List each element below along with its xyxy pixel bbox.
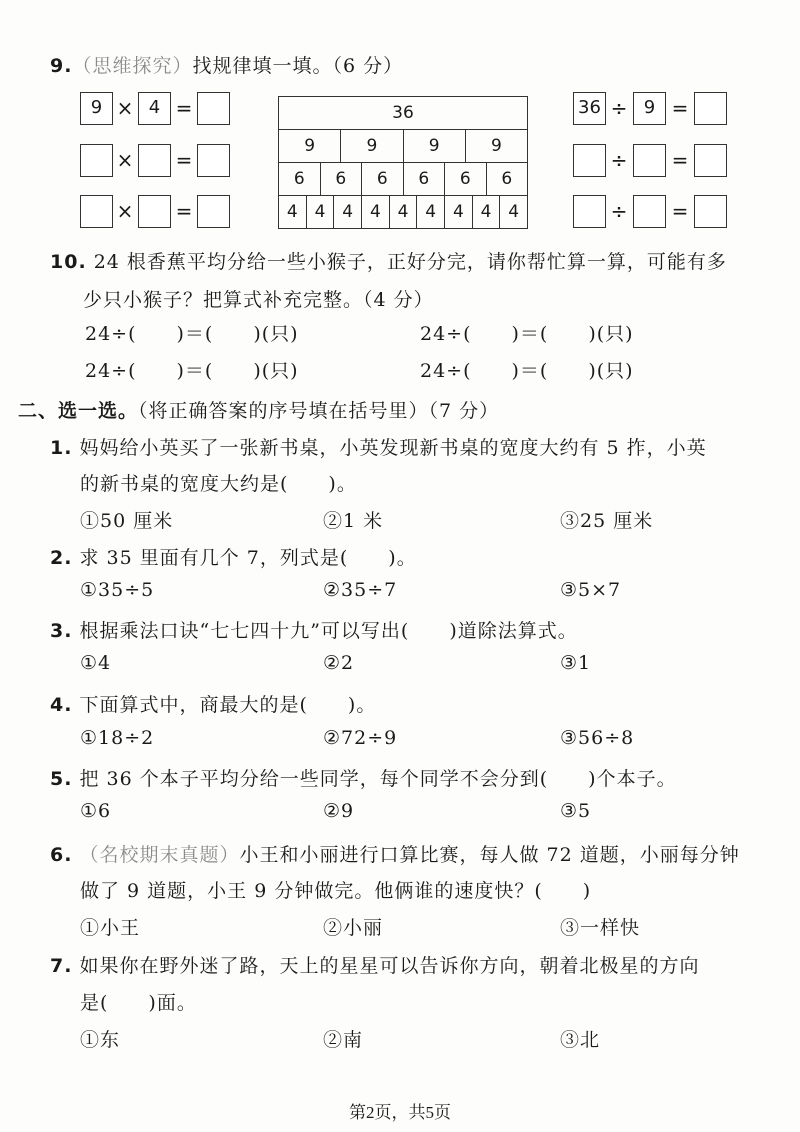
- table-row: [279, 162, 527, 195]
- divide-sign: ÷: [610, 96, 628, 120]
- option[interactable]: ③一样快: [560, 917, 641, 939]
- table-cell: 6: [444, 163, 486, 195]
- question-number: 4.: [50, 694, 73, 716]
- table-cell: 4: [389, 196, 417, 228]
- section-2-header: [18, 396, 499, 423]
- filled-box: 36: [573, 92, 606, 125]
- equals-sign: =: [671, 96, 689, 120]
- formula-blank[interactable]: 24÷( )＝( )(只): [420, 323, 634, 345]
- option[interactable]: ②35÷7: [323, 579, 398, 601]
- option[interactable]: ③5: [560, 800, 592, 822]
- option[interactable]: ②2: [323, 652, 355, 674]
- table-cell: 9: [465, 130, 527, 162]
- times-sign: ×: [116, 148, 134, 172]
- section-hint: （将正确答案的序号填在括号里）（7 分）: [138, 400, 500, 422]
- question-number: 1.: [50, 437, 73, 459]
- division-pattern-table: [278, 96, 528, 229]
- question-tag: （名校期末真题）: [79, 844, 240, 866]
- question-10-line2: 少只小猴子？把算式补充完整。（4 分）: [83, 289, 434, 311]
- question-text: 24 根香蕉平均分给一些小猴子，正好分完，请你帮忙算一算，可能有多: [93, 251, 727, 273]
- divide-sign: ÷: [610, 148, 628, 172]
- option[interactable]: ③56÷8: [560, 727, 635, 749]
- divide-sign: ÷: [610, 199, 628, 223]
- option[interactable]: ③北: [560, 1029, 601, 1051]
- formula-blank[interactable]: 24÷( )＝( )(只): [85, 323, 299, 345]
- answer-box[interactable]: [694, 195, 727, 228]
- option[interactable]: ②9: [323, 800, 355, 822]
- question-number: 9.: [50, 55, 73, 77]
- question-text: 下面算式中，商最大的是( )。: [79, 694, 377, 716]
- question-item: [50, 543, 417, 570]
- table-cell: 36: [392, 103, 414, 123]
- option[interactable]: ②小丽: [323, 917, 384, 939]
- option[interactable]: ①6: [80, 800, 112, 822]
- option[interactable]: ③25 厘米: [560, 510, 654, 532]
- question-number: 6.: [50, 844, 73, 866]
- answer-box[interactable]: [197, 195, 230, 228]
- table-cell: 9: [403, 130, 465, 162]
- answer-box[interactable]: [573, 144, 606, 177]
- table-cell: 4: [444, 196, 472, 228]
- question-item: [50, 690, 376, 717]
- answer-box[interactable]: [694, 144, 727, 177]
- option[interactable]: ①东: [80, 1029, 121, 1051]
- answer-box[interactable]: [138, 144, 171, 177]
- question-text: 是( )面。: [80, 992, 197, 1014]
- question-number: 7.: [50, 955, 73, 977]
- section-title: 二、选一选。: [18, 400, 139, 422]
- table-cell: 4: [361, 196, 389, 228]
- answer-box[interactable]: [138, 195, 171, 228]
- answer-box[interactable]: [80, 195, 113, 228]
- question-tag: （思维探究）: [72, 55, 193, 77]
- option[interactable]: ③5×7: [560, 579, 622, 601]
- option[interactable]: ①4: [80, 652, 112, 674]
- question-text: 求 35 里面有几个 7，列式是( )。: [79, 547, 417, 569]
- times-sign: ×: [116, 96, 134, 120]
- option[interactable]: ①50 厘米: [80, 510, 174, 532]
- equals-sign: =: [671, 199, 689, 223]
- equals-sign: =: [671, 148, 689, 172]
- table-row: [279, 129, 527, 162]
- question-text: 做了 9 道题，小王 9 分钟做完。他俩谁的速度快？( ): [80, 880, 592, 902]
- question-text: 的新书桌的宽度大约是( )。: [80, 473, 357, 495]
- filled-box: 4: [138, 92, 171, 125]
- times-sign: ×: [116, 199, 134, 223]
- question-text: 根据乘法口诀“七七四十九”可以写出( )道除法算式。: [79, 620, 578, 642]
- table-cell: 6: [293, 169, 305, 189]
- table-cell: 6: [403, 163, 445, 195]
- formula-blank[interactable]: 24÷( )＝( )(只): [420, 360, 634, 382]
- question-number: 2.: [50, 547, 73, 569]
- table-cell: 6: [320, 163, 362, 195]
- table-cell: 6: [486, 163, 528, 195]
- equals-sign: =: [175, 96, 193, 120]
- table-cell: 4: [416, 196, 444, 228]
- table-cell: 4: [333, 196, 361, 228]
- option[interactable]: ①18÷2: [80, 727, 155, 749]
- answer-box[interactable]: [694, 92, 727, 125]
- table-cell: 4: [286, 202, 298, 222]
- answer-box[interactable]: [80, 144, 113, 177]
- question-text: 找规律填一填。（6 分）: [192, 55, 404, 77]
- answer-box[interactable]: [633, 144, 666, 177]
- equals-sign: =: [175, 148, 193, 172]
- option[interactable]: ①35÷5: [80, 579, 155, 601]
- page-footer: 第2页，共5页: [349, 1103, 451, 1122]
- table-cell: 9: [304, 136, 316, 156]
- question-number: 5.: [50, 768, 73, 790]
- filled-box: 9: [633, 92, 666, 125]
- answer-box[interactable]: [197, 144, 230, 177]
- table-cell: 6: [361, 163, 403, 195]
- formula-blank[interactable]: 24÷( )＝( )(只): [85, 360, 299, 382]
- answer-box[interactable]: [633, 195, 666, 228]
- table-cell: 4: [472, 196, 500, 228]
- question-item: [50, 840, 740, 867]
- option[interactable]: ②1 米: [323, 510, 384, 532]
- question-number: 10.: [50, 251, 87, 273]
- filled-box: 9: [80, 92, 113, 125]
- question-text: 小王和小丽进行口算比赛，每人做 72 道题，小丽每分钟: [239, 844, 740, 866]
- option[interactable]: ②72÷9: [323, 727, 398, 749]
- question-10-line1: [50, 247, 727, 274]
- question-text: 妈妈给小英买了一张新书桌，小英发现新书桌的宽度大约有 5 拃，小英: [79, 437, 707, 459]
- question-text: 把 36 个本子平均分给一些同学，每个同学不会分到( )个本子。: [79, 768, 677, 790]
- question-number: 3.: [50, 620, 73, 642]
- question-text: 如果你在野外迷了路，天上的星星可以告诉你方向，朝着北极星的方向: [79, 955, 700, 977]
- table-cell: 9: [340, 130, 402, 162]
- question-item: [50, 951, 700, 978]
- equals-sign: =: [175, 199, 193, 223]
- question-item: [50, 433, 707, 460]
- option[interactable]: ②南: [323, 1029, 364, 1051]
- question-item: [50, 616, 578, 643]
- question-item: [50, 764, 677, 791]
- answer-box[interactable]: [573, 195, 606, 228]
- table-row: [279, 195, 527, 228]
- question-9-header: [50, 51, 403, 78]
- option[interactable]: ③1: [560, 652, 592, 674]
- table-cell: 4: [306, 196, 334, 228]
- option[interactable]: ①小王: [80, 917, 141, 939]
- table-row: [279, 97, 527, 129]
- answer-box[interactable]: [197, 92, 230, 125]
- table-cell: 4: [499, 196, 527, 228]
